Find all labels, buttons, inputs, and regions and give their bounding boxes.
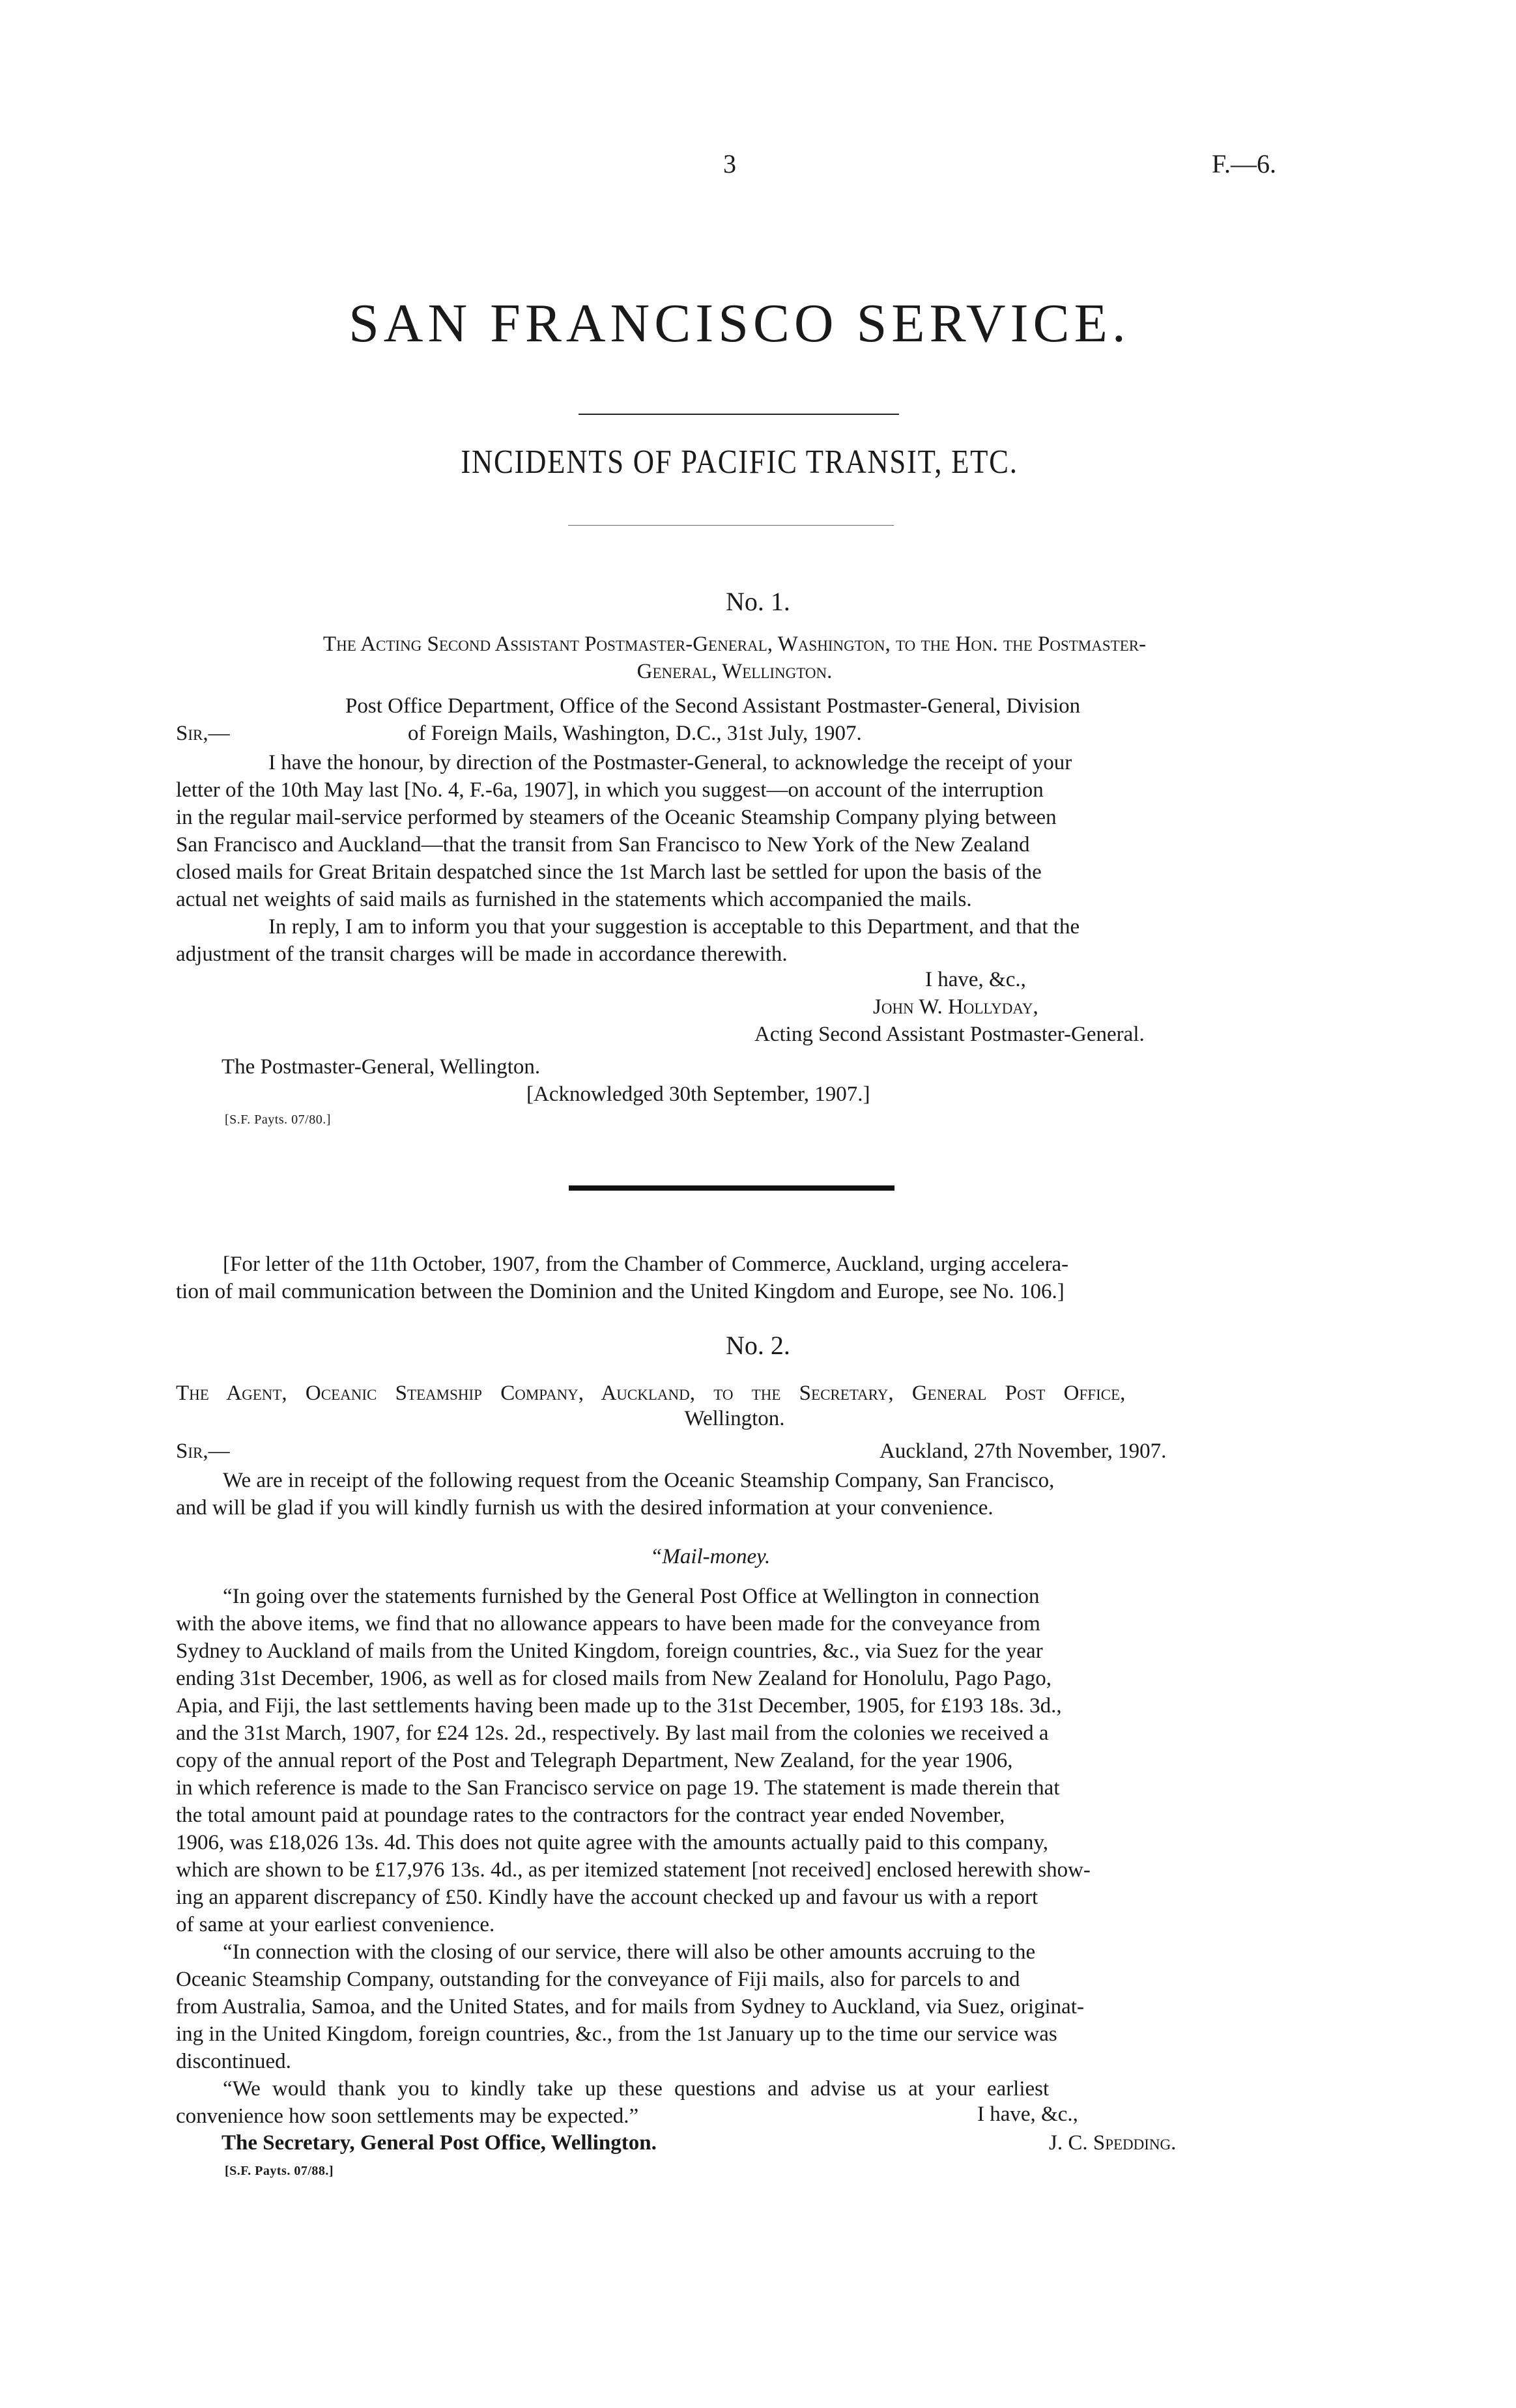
letter-2-paragraph-1-line: with the above items, we find that no allowance appears to have been made for the conveyance from	[176, 1612, 1040, 1636]
letter-2-file-reference: [S.F. Payts. 07/88.]	[225, 2164, 334, 2178]
letter-2-paragraph-1-line: Sydney to Auckland of mails from the United Kingdom, foreign countries, &c., via Suez for the year	[176, 1639, 1043, 1663]
letter-2-paragraph-1-line: Apia, and Fiji, the last settlements having been made up to the 31st December, 1905, for £193 18s. 3d.,	[176, 1694, 1062, 1718]
letter-1-paragraph-1-line: closed mails for Great Britain despatched since the 1st March last be settled for upon the basis of the	[176, 860, 1042, 884]
interlude-line: [For letter of the 11th October, 1907, from the Chamber of Commerce, Auckland, urging accelera-	[223, 1253, 1069, 1276]
letter-2-subheading: “Mail-money.	[650, 1545, 771, 1568]
letter-1-paragraph-1-line: letter of the 10th May last [No. 4, F.-6a, 1907], in which you suggest—on account of the interruption	[176, 778, 1044, 802]
letter-2-paragraph-1-line: “In going over the statements furnished by the General Post Office at Wellington in connection	[223, 1585, 1040, 1608]
letter-2-number: No. 2.	[726, 1331, 790, 1360]
letter-2-paragraph-1-line: copy of the annual report of the Post and Telegraph Department, New Zealand, for the year 1906,	[176, 1749, 1013, 1772]
letter-1-acknowledged: [Acknowledged 30th September, 1907.]	[526, 1083, 870, 1106]
letter-1-paragraph-2-line: In reply, I am to inform you that your suggestion is acceptable to this Department, and that the	[268, 915, 1080, 939]
letter-2-paragraph-2-line: Oceanic Steamship Company, outstanding for the conveyance of Fiji mails, also for parcels to and	[176, 1968, 1020, 1991]
letter-2-paragraph-2-line: “In connection with the closing of our service, there will also be other amounts accruing to the	[223, 1940, 1036, 1964]
interlude-line: tion of mail communication between the Dominion and the United Kingdom and Europe, see No. 106.]	[176, 1280, 1065, 1303]
section-divider	[569, 1185, 894, 1191]
letter-2-paragraph-1-line: ending 31st December, 1906, as well as for closed mails from New Zealand for Honolulu, Pago Pago,	[176, 1667, 1052, 1690]
letter-1-paragraph-1-line: I have the honour, by direction of the Postmaster-General, to acknowledge the receipt of your	[268, 751, 1072, 774]
letter-2-addressee: The Secretary, General Post Office, Wellington.	[222, 2131, 657, 2155]
letter-1-signatory: John W. Hollyday,	[873, 995, 1038, 1019]
letter-1-number: No. 1.	[726, 587, 790, 616]
letter-2-heading-line-1: The Agent, Oceanic Steamship Company, Auckland, to the Secretary, General Post Office,	[176, 1381, 1126, 1405]
letter-2-place-date: Auckland, 27th November, 1907.	[880, 1439, 1167, 1463]
letter-2-intro-line: and will be glad if you will kindly furnish us with the desired information at your convenience.	[176, 1496, 994, 1520]
letter-2-signatory: J. C. Spedding.	[1049, 2131, 1177, 2155]
letter-2-paragraph-2-line: ing in the United Kingdom, foreign countries, &c., from the 1st January up to the time our service was	[176, 2022, 1057, 2046]
letter-1-closing: I have, &c.,	[925, 968, 1026, 991]
letter-1-address-line-1: Post Office Department, Office of the Second Assistant Postmaster-General, Division	[345, 694, 1081, 718]
letter-2-heading-line-2: Wellington.	[684, 1407, 785, 1430]
letter-2-intro-line: We are in receipt of the following request from the Oceanic Steamship Company, San Francisco,	[223, 1469, 1055, 1492]
letter-2-paragraph-2-line: from Australia, Samoa, and the United States, and for mails from Sydney to Auckland, via Suez, originat-	[176, 1995, 1084, 2018]
letter-2-paragraph-1-line: of same at your earliest convenience.	[176, 1913, 495, 1936]
letter-2-paragraph-1-line: in which reference is made to the San Francisco service on page 19. The statement is made therein that	[176, 1776, 1060, 1800]
letter-2-paragraph-1-line: which are shown to be £17,976 13s. 4d., as per itemized statement [not received] enclosed herewith show-	[176, 1858, 1091, 1882]
letter-1-salutation: Sir,—	[176, 722, 230, 745]
letter-2-salutation: Sir,—	[176, 1439, 230, 1463]
letter-1-file-reference: [S.F. Payts. 07/80.]	[225, 1112, 331, 1127]
title-divider	[579, 414, 899, 415]
letter-2-closing: I have, &c.,	[977, 2103, 1078, 2126]
letter-2-paragraph-3-line: convenience how soon settlements may be expected.”	[176, 2104, 639, 2128]
letter-2-paragraph-1-line: 1906, was £18,026 13s. 4d. This does not quite agree with the amounts actually paid to this company,	[176, 1831, 1049, 1854]
letter-1-signatory-title: Acting Second Assistant Postmaster-General.	[754, 1023, 1145, 1046]
letter-2-paragraph-2-line: discontinued.	[176, 2050, 291, 2073]
letter-1-paragraph-1-line: San Francisco and Auckland—that the transit from San Francisco to New York of the New Zealand	[176, 833, 1030, 857]
letter-2-paragraph-1-line: and the 31st March, 1907, for £24 12s. 2d., respectively. By last mail from the colonies we received a	[176, 1721, 1049, 1745]
page-number: 3	[723, 149, 736, 178]
letter-1-paragraph-1-line: in the regular mail-service performed by steamers of the Oceanic Steamship Company plying between	[176, 806, 1057, 829]
letter-1-paragraph-1-line: actual net weights of said mails as furnished in the statements which accompanied the mails.	[176, 888, 972, 911]
letter-1-addressee: The Postmaster-General, Wellington.	[222, 1055, 541, 1079]
letter-1-address-line-2: of Foreign Mails, Washington, D.C., 31st July, 1907.	[408, 722, 862, 745]
subtitle-divider	[568, 525, 894, 526]
letter-2-paragraph-1-line: ing an apparent discrepancy of £50. Kindly have the account checked up and favour us with a report	[176, 1886, 1038, 1909]
letter-2-paragraph-3-line: “We would thank you to kindly take up these questions and advise us at your earliest	[223, 2077, 1050, 2101]
letter-2-paragraph-1-line: the total amount paid at poundage rates to the contractors for the contract year ended November,	[176, 1804, 1005, 1827]
document-code: F.—6.	[1212, 149, 1277, 178]
letter-1-heading-line-2: General, Wellington.	[636, 660, 833, 683]
page-title: SAN FRANCISCO SERVICE.	[349, 293, 1130, 354]
letter-1-paragraph-2-line: adjustment of the transit charges will be made in accordance therewith.	[176, 942, 788, 966]
letter-1-heading-line-1: The Acting Second Assistant Postmaster-General, Washington, to the Hon. the Postmaster-	[322, 632, 1147, 656]
page-subtitle: INCIDENTS OF PACIFIC TRANSIT, ETC.	[461, 444, 1018, 481]
